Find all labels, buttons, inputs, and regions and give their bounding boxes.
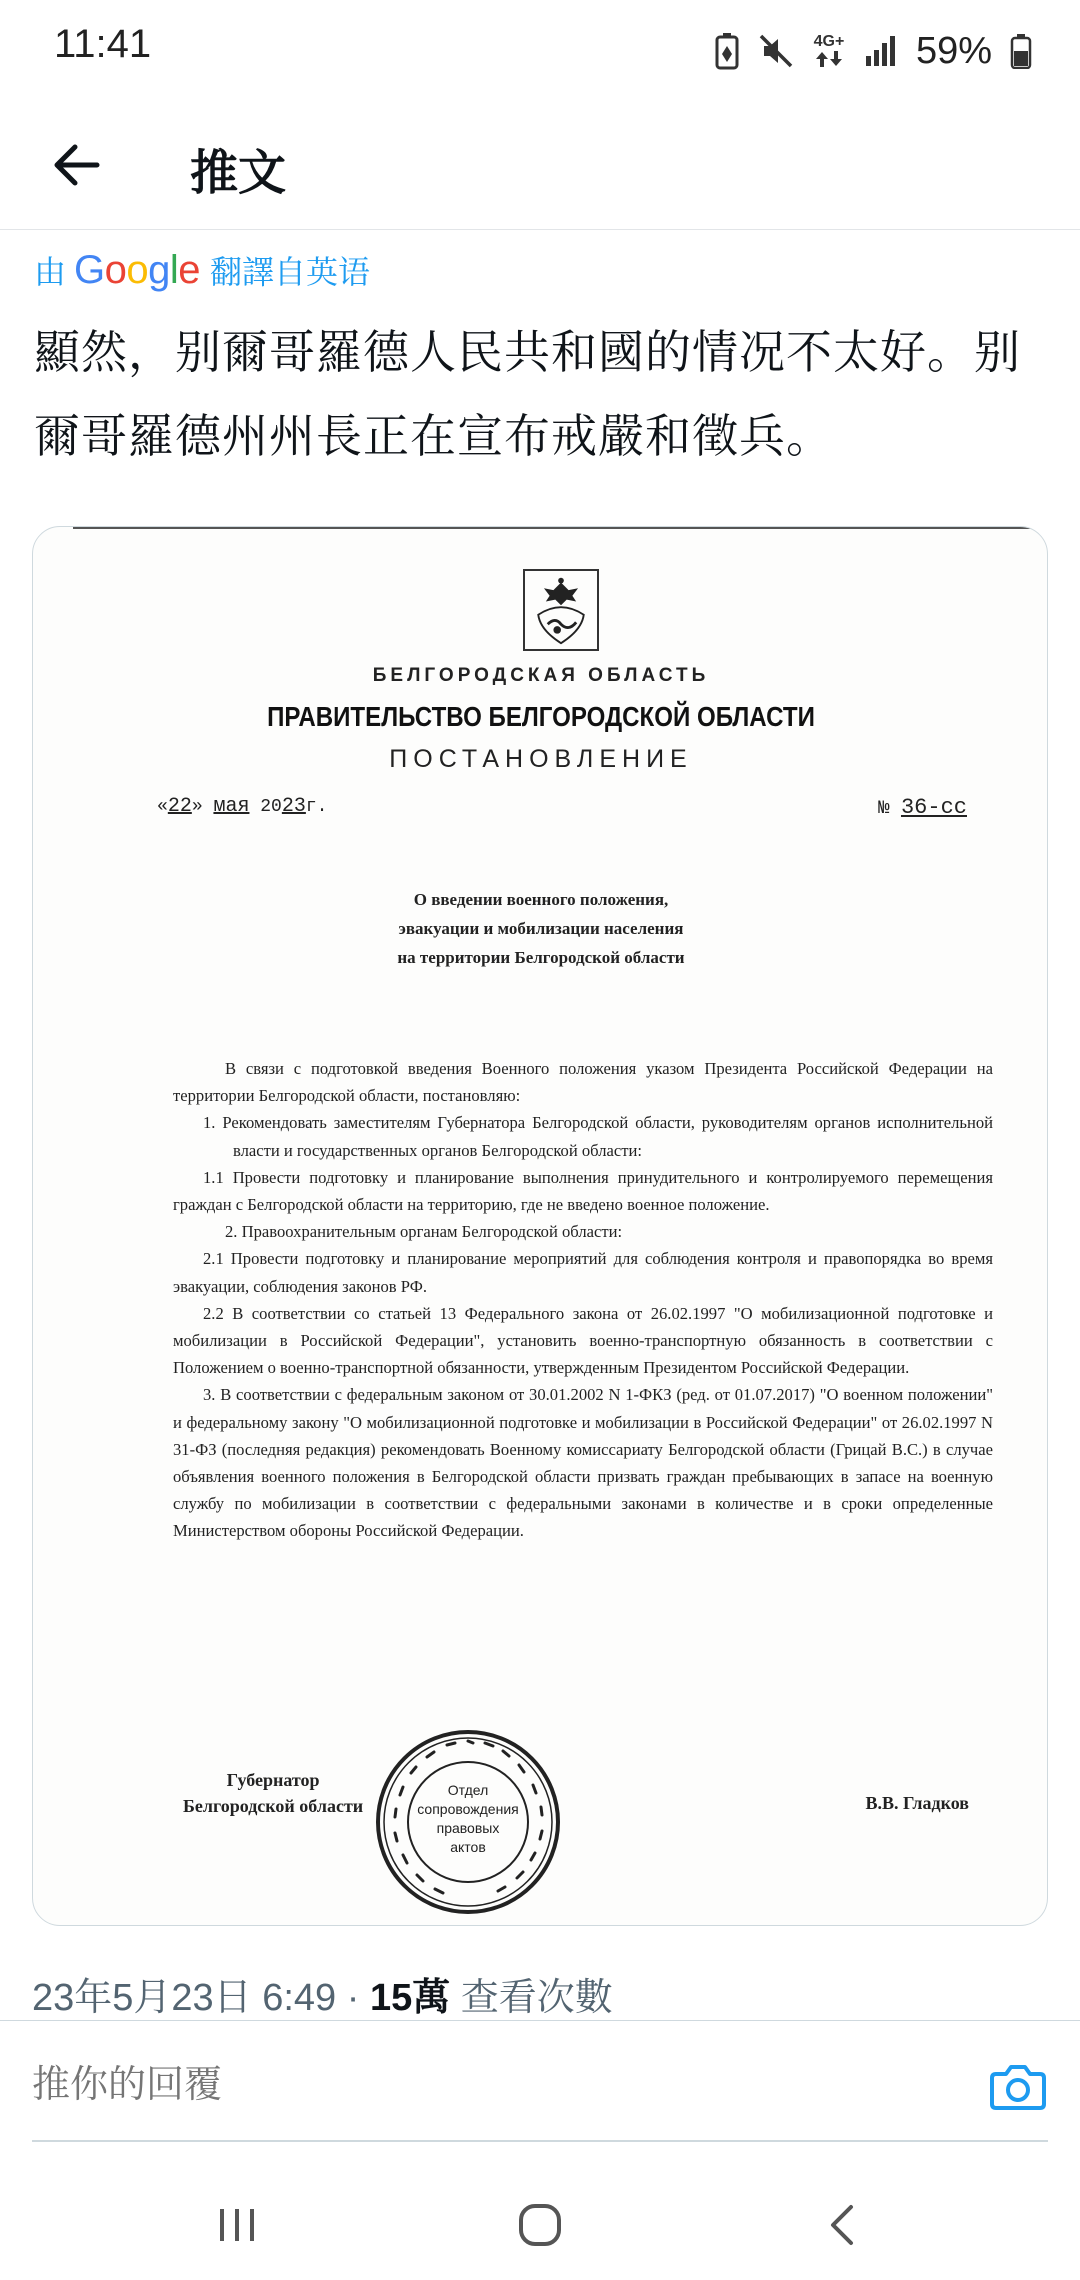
meta-separator: · [336,1977,370,2019]
reply-input[interactable] [32,2062,932,2106]
stamp-text: Отдел сопровождения правовых актов [417,1782,519,1855]
document-subject: О введении военного положения, эвакуации и мобилизации населения на территории Белгородской области [397,890,685,967]
mute-icon [758,33,794,69]
coat-of-arms-emblem [523,569,599,651]
navigation-bar [0,2170,1080,2280]
divider [32,2140,1048,2142]
system-back-button[interactable] [802,2190,882,2260]
arrow-left-icon [53,143,101,187]
status-bar [0,0,1080,100]
recents-button[interactable] [198,2190,278,2260]
camera-icon [988,2060,1048,2114]
page-title: 推文 [190,145,287,201]
document-paragraph: 2.1 Провести подготовку и планирование мероприятий для соблюдения контроля и правопорядка во время эвакуации, соблюдения законов РФ. [173,1249,993,1296]
status-time: 11:41 [54,22,152,66]
battery-percentage: 59% [915,29,992,72]
document-paragraph: 2.2 В соответствии со статьей 13 Федерального закона от 26.02.1997 "О мобилизационной подготовке и мобилизации в Российской Федерации", установить военно-транспортную обязанность в соответствии с Положением о военно-транспортной обязанности, утвержденным Президентом Российской Федерации. [173,1303,993,1378]
home-icon [517,2202,563,2248]
document-date: «22» мая 2023г. [157,795,328,818]
translation-suffix: 翻譯自英语 [210,253,371,291]
app-bar [0,100,1080,230]
back-button[interactable] [40,128,114,202]
home-button[interactable] [500,2190,580,2260]
document-type: ПОСТАНОВЛЕНИЕ [389,745,693,773]
official-stamp [373,1727,563,1917]
status-icons [714,26,1032,76]
views-count[interactable]: 15萬 [369,1977,451,2019]
views-label[interactable]: 查看次數 [450,1977,613,2019]
divider [0,2020,1080,2021]
translation-prefix: 由 [34,253,67,291]
signer-name: В.В. Гладков [865,1793,969,1813]
google-logo: Google [74,247,201,292]
tweet-text: 顯然，别爾哥羅德人民共和國的情况不太好。别爾哥羅德州州長正在宣布戒嚴和徵兵。 [34,325,1021,463]
data-arrows-icon [812,50,846,68]
document-paragraph: 2. Правоохранительным органам Белгородской области: [225,1222,623,1242]
document-number: № 36-сс [878,795,967,820]
tweet-meta [32,1966,613,2021]
signal-icon [864,34,898,68]
recents-icon [216,2205,260,2245]
document-government: ПРАВИТЕЛЬСТВО БЕЛГОРОДСКОЙ ОБЛАСТИ [267,701,815,732]
tweet-image[interactable] [32,526,1048,1926]
document-top-edge [73,527,1048,529]
signer-title: Губернатор Белгородской области [183,1770,364,1816]
document-paragraph: 3. В соответствии с федеральным законом от 30.01.2002 N 1-ФКЗ (ред. от 01.07.2017) "О военном положении" и федеральному закону "О мобилизационной подготовке и мобилизации в Российской Федерации" от 26.02.1997 N 31-ФЗ (последняя редакция) рекомендовать Военному комиссариату Белгородской области (Грицай В.С.) в случае объявления военного положения в Белгородской области призвать граждан пребывающих в запасе на военную службу по мобилизации в соответствии с федеральными законами в количестве и в сроки определенные Министерством обороны Российской Федерации. [173,1385,993,1541]
camera-button[interactable] [988,2060,1048,2114]
document-paragraph: 1. Рекомендовать заместителям Губернатора Белгородской области, руководителям органов исполнительной власти и государственных органов Белгородской области: [203,1113,993,1160]
document-body [173,1055,993,1545]
document-region: БЕЛГОРОДСКАЯ ОБЛАСТЬ [372,665,710,686]
decree-document [33,527,1048,1926]
translation-attribution[interactable] [34,246,370,294]
network-type: 4G+ [812,34,846,68]
document-paragraph: 1.1 Провести подготовку и планирование выполнения принудительного и контролируемого перемещения граждан с Белгородской области на территорию, где не введено военное положение. [173,1167,993,1215]
battery-icon [1010,33,1032,69]
battery-saver-icon [714,32,740,70]
chevron-left-icon [827,2203,857,2247]
tweet-timestamp[interactable]: 23年5月23日 6:49 [32,1977,337,2019]
document-paragraph: В связи с подготовкой введения Военного положения указом Президента Российской Федерации на территории Белгородской области, постановляю: [173,1059,993,1106]
